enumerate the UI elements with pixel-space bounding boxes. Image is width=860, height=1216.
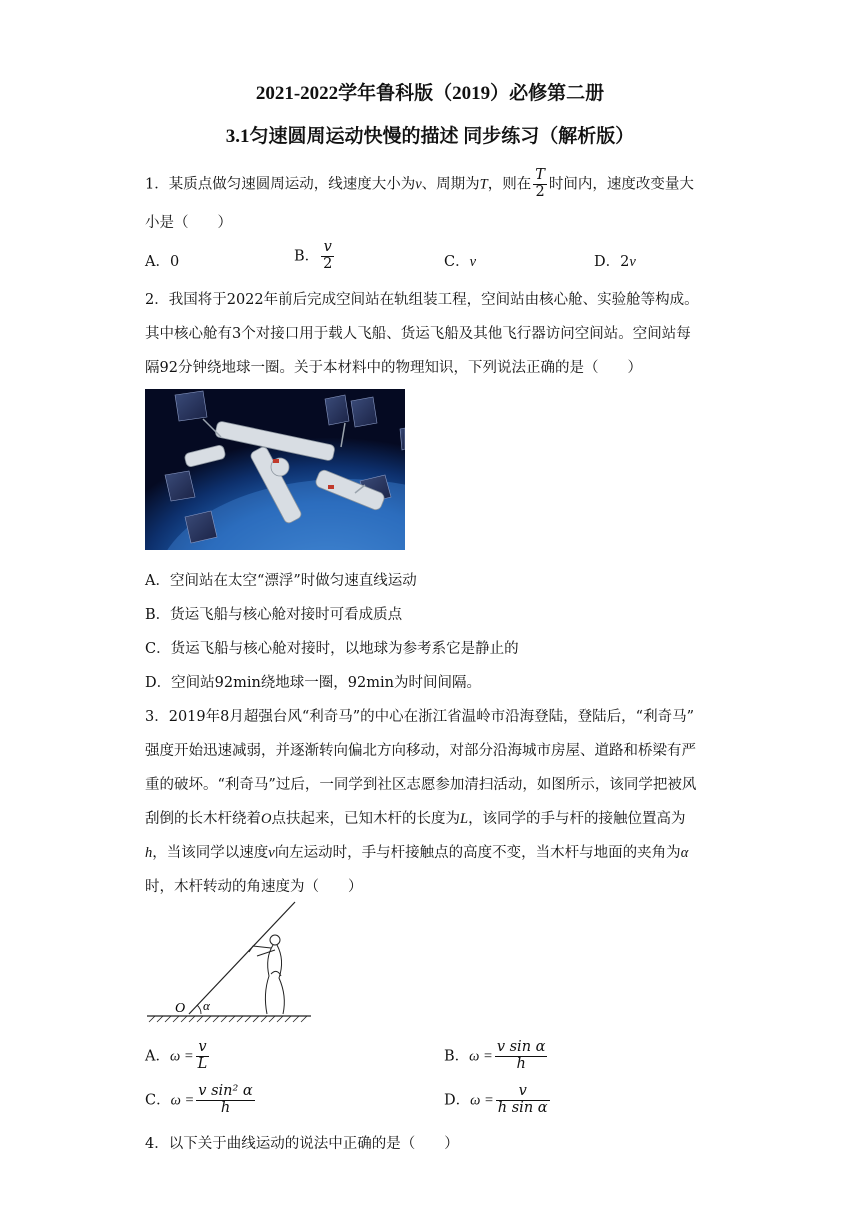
q2-option-d: D．空间站92min绕地球一圈，92min为时间间隔。 — [145, 675, 481, 691]
q3-option-b: B．ω = $\frac{\text{v sin α}}{h}$ — [444, 1039, 546, 1072]
title-line-1: 2021-2022学年鲁科版（2019）必修第二册 — [255, 83, 605, 104]
title-line-2: 3.1匀速圆周运动快慢的描述 同步练习（解析版） — [225, 126, 635, 147]
q1-line-2: 小是（ ） — [145, 215, 232, 231]
space-station-photo — [145, 389, 405, 550]
q1-fraction: $\frac{T}{2}$ — [535, 167, 545, 200]
q3-option-a: A．ω = $\frac{v}{L}$ — [145, 1039, 208, 1072]
q2-line-1: 2．我国将于2022年前后完成空间站在轨组装工程，空间站由核心舱、实验舱等构成。 — [145, 292, 699, 308]
q3-line-4: 刮倒的长木杆绕着O点扶起来，已知木杆的长度为L，该同学的手与杆的接触位置高为 — [145, 811, 686, 827]
q3-line-1: 3．2019年8月超强台风“利奇马”的中心在浙江省温岭市沿海登陆，登陆后，“利奇马” — [145, 709, 695, 725]
q3-line-5: h，当该同学以速度v向左运动时，手与杆接触点的高度不变，当木杆与地面的夹角为α — [145, 845, 689, 861]
point-o-label: O — [175, 1001, 186, 1016]
q1-option-b: B． $\frac{v}{2}$ — [294, 239, 333, 272]
q2-line-2: 其中核心舱有3个对接口用于载人飞船、货运飞船及其他飞行器访问空间站。空间站每 — [145, 326, 691, 342]
q2-option-a: A．空间站在太空“漂浮”时做匀速直线运动 — [145, 573, 417, 589]
q3-line-3: 重的破坏。“利奇马”过后，一同学到社区志愿参加清扫活动，如图所示，该同学把被风 — [145, 777, 697, 793]
student-figure — [249, 935, 284, 1014]
q3-line-6: 时，木杆转动的角速度为（ ） — [145, 879, 363, 895]
q2-option-b: B．货运飞船与核心舱对接时可看成质点 — [145, 607, 403, 623]
pole-lifting-diagram — [145, 898, 313, 1024]
q3-option-d: D．ω = $\frac{v}{\text{h sin α}}$ — [444, 1083, 548, 1116]
q4-line-1: 4．以下关于曲线运动的说法中正确的是（ ） — [145, 1136, 459, 1152]
q1-option-c: C．v — [444, 254, 477, 270]
q3-option-c: C．ω = $\frac{\text{v sin² α}}{h}$ — [145, 1083, 253, 1116]
ground-hatching — [149, 1016, 307, 1022]
q2-option-c: C．货运飞船与核心舱对接时，以地球为参考系它是静止的 — [145, 641, 519, 657]
angle-alpha-label: α — [203, 998, 210, 1013]
q1-option-a: A．0 — [145, 254, 180, 270]
q3-line-2: 强度开始迅速减弱，并逐渐转向偏北方向移动，对部分沿海城市房屋、道路和桥梁有严 — [145, 743, 696, 759]
q1-line-1: 1．某质点做匀速圆周运动，线速度大小为v、周期为T，则在 $\frac{T}{2}$ 时间内，速度改变量大 — [145, 167, 694, 200]
q1-option-d: D．2v — [594, 254, 636, 270]
q2-line-3: 隔92分钟绕地球一圈。关于本材料中的物理知识，下列说法正确的是（ ） — [145, 360, 642, 376]
